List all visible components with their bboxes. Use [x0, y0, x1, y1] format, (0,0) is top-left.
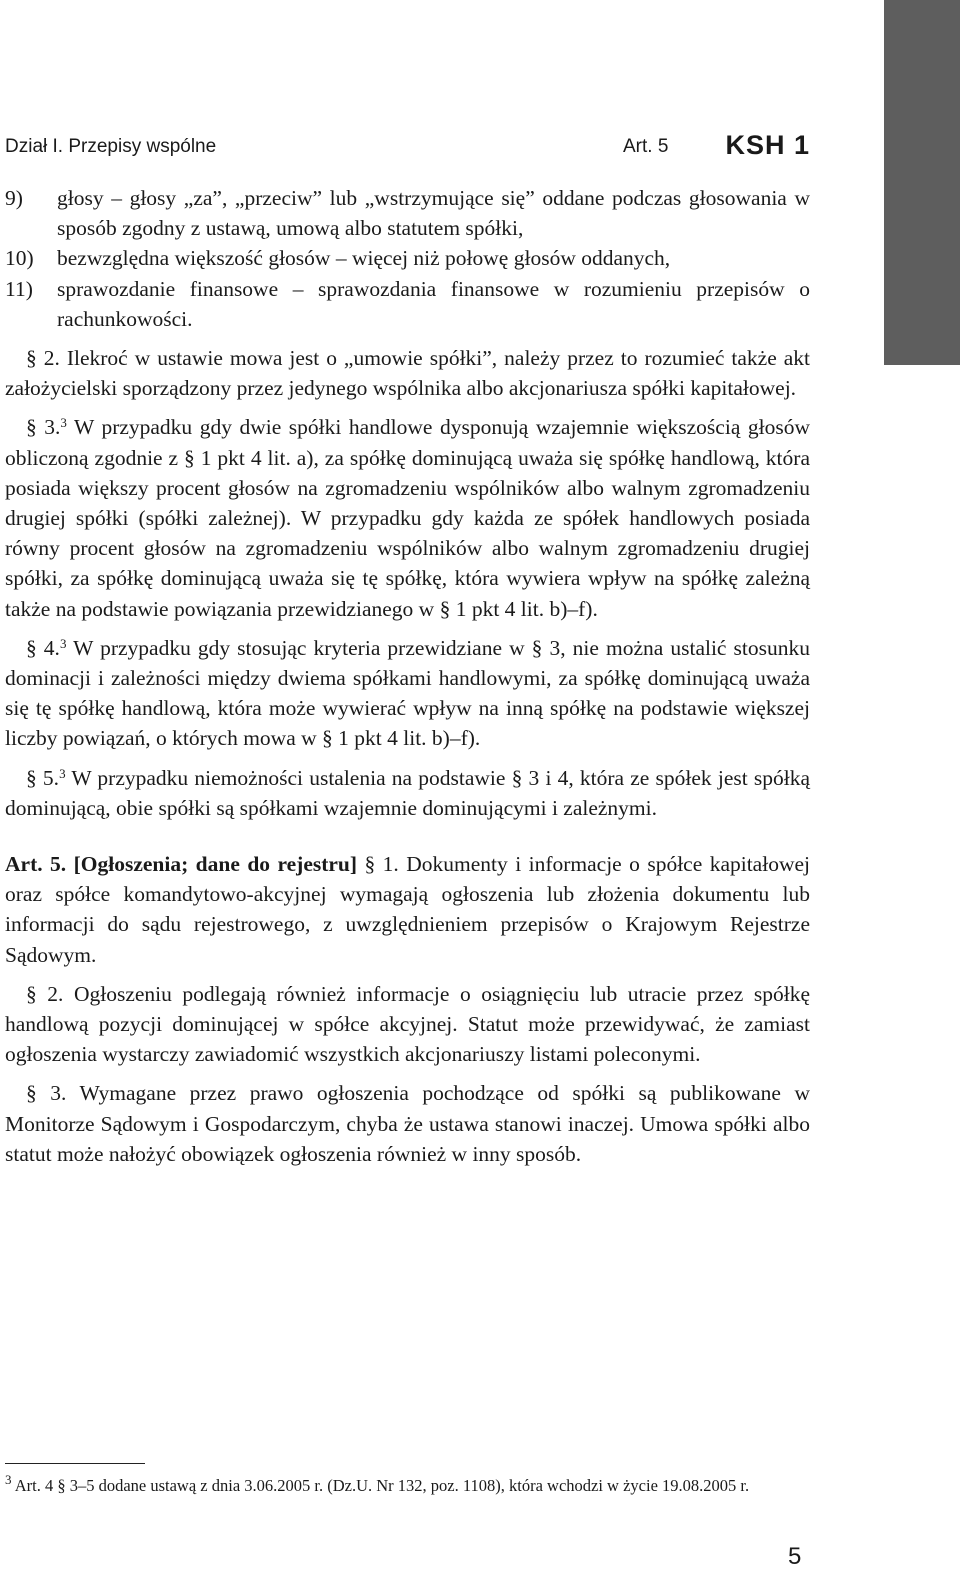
footnote-ref: 3: [60, 415, 67, 431]
paragraph-4: [5, 633, 810, 754]
header-code: KSH 1: [725, 130, 810, 160]
item-text: sprawozdanie finansowe – sprawozdania finansowe w rozumieniu przepisów o rachunkowości.: [57, 276, 810, 331]
running-header: [5, 128, 810, 168]
item-text: bezwzględna większość głosów – więcej niż połowę głosów oddanych,: [57, 246, 671, 271]
footnote: [5, 1474, 810, 1497]
list-item: [5, 243, 810, 273]
footnote-divider: [5, 1463, 145, 1464]
article-5-paragraph-2: § 2. Ogłoszeniu podlegają również informacje o osiągnięciu lub utracie przez spółkę handlową pozycji dominującej w spółce akcyjnej. Statut może przewidywać, że zamiast ogłoszenia wystarczy zawiadomić wszystkich akcjonariuszy listami poleconymi.: [5, 981, 810, 1067]
item-number: 9): [5, 186, 23, 210]
header-chapter: Dział I. Przepisy wspólne: [5, 136, 217, 157]
item-text: głosy – głosy „za”, „przeciw” lub „wstrzymujące się” oddane podczas głosowania w sposób zgodny z ustawą, umową albo statutem spółki,: [57, 186, 810, 241]
paragraph-text: § 1. Dokumenty i informacje o spółce kapitałowej oraz spółce komandytowo-akcyjnej wymagają ogłoszenia lub złożenia dokumentu lub informacji do sądu rejestrowego, z uwzględnieniem przepisów o Krajowym Rejestrze Sądowym.: [5, 852, 810, 967]
paragraph-label: § 5.: [26, 765, 60, 790]
paragraph-5: [5, 763, 810, 823]
item-number: 11): [5, 276, 33, 301]
chapter-thumb-tab: [884, 0, 960, 365]
page-body: [5, 183, 810, 1169]
footnote-ref: 3: [59, 765, 66, 781]
paragraph-text: W przypadku gdy stosując kryteria przewidziane w § 3, nie można ustalić stosunku dominacji i zależności między dwiema spółkami handlowymi, za spółkę dominującą uważa się tę spółkę handlową, która może wywierać wpływ na inną spółkę na podstawie większej liczby powiązań, o których mowa w § 1 pkt 4 lit. b)–f).: [5, 635, 810, 751]
paragraph-3: [5, 412, 810, 623]
article-5-paragraph-1: [5, 849, 810, 970]
paragraph-text: W przypadku gdy dwie spółki handlowe dysponują wzajemnie większością głosów obliczoną zgodnie z § 1 pkt 4 lit. a), za spółkę dominującą uważa się spółkę handlową, która posiada większy procent głosów na zgromadzeniu wspólników albo walnym zgromadzeniu drugiej spółki (spółki zależnej). W przypadku gdy każda ze spółek handlowych posiada równy procent głosów na zgromadzeniu wspólników albo walnym zgromadzeniu drugiej spółki, za spółkę dominującą uważa się tę spółkę, która wywiera wpływ na spółkę zależną także na podstawie powiązania przewidzianego w § 1 pkt 4 lit. b)–f).: [5, 415, 810, 621]
paragraph-text: W przypadku niemożności ustalenia na podstawie § 3 i 4, która ze spółek jest spółką dominującą, obie spółki są spółkami wzajemnie dominującymi i zależnymi.: [5, 765, 811, 820]
paragraph-text: Ilekroć w ustawie mowa jest o „umowie spółki”, należy przez to rozumieć także akt założycielski sporządzony przez jedynego wspólnika albo akcjonariusza spółki kapitałowej.: [5, 346, 810, 401]
article-5-paragraph-3: § 3. Wymagane przez prawo ogłoszenia pochodzące od spółki są publikowane w Monitorze Sądowym i Gospodarczym, chyba że ustawa stanowi inaczej. Umowa spółki albo statut może nałożyć obowiązek ogłoszenia również w inny sposób.: [5, 1081, 810, 1166]
paragraph-label: § 2.: [26, 346, 60, 371]
footnote-mark: 3: [5, 1472, 12, 1487]
page-number: 5: [788, 1543, 802, 1570]
paragraph-label: § 4.: [26, 635, 60, 660]
item-number: 10): [5, 246, 34, 271]
footnote-text: Art. 4 § 3–5 dodane ustawą z dnia 3.06.2005 r. (Dz.U. Nr 132, poz. 1108), która wchodzi w życie 19.08.2005 r.: [11, 1476, 750, 1495]
footnote-ref: 3: [59, 635, 67, 651]
paragraph-2: [5, 343, 810, 403]
list-item: [5, 183, 810, 243]
list-item: [5, 274, 810, 334]
paragraph-label: § 3.: [26, 415, 61, 440]
article-heading: Art. 5. [Ogłoszenia; dane do rejestru]: [5, 852, 358, 877]
header-article: Art. 5: [623, 136, 669, 157]
